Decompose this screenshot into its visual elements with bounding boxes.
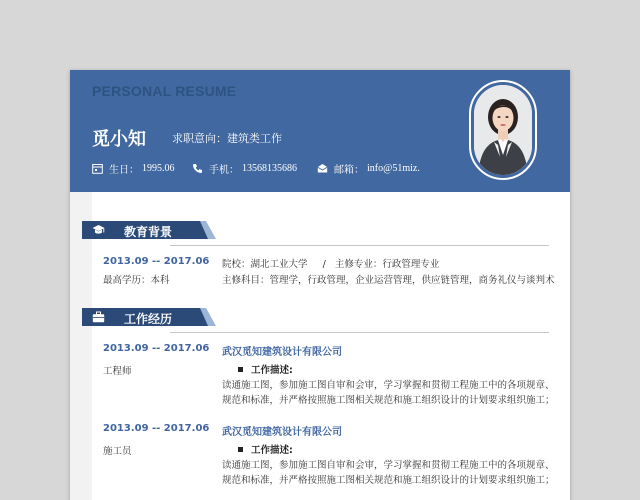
job-role: 施工员 — [103, 446, 132, 457]
birth-contact — [92, 161, 175, 176]
work-title: 工作经历 — [124, 312, 173, 326]
job-desc-title: 工作描述: — [238, 442, 293, 456]
graduation-cap-icon — [92, 224, 105, 236]
resume-header — [70, 70, 570, 192]
work-rule — [170, 332, 549, 333]
email-contact — [317, 161, 420, 176]
job-desc-line: 规范和标准，并严格按照施工图相关规范和施工组织设计的计划要求组织施工； — [222, 475, 555, 486]
education-courses: 主修科目：管理学，行政管理，企业运营管理，供应链管理，商务礼仪与谈判术 — [222, 275, 555, 286]
job-date: 2013.09 -- 2017.06 — [103, 423, 210, 434]
portrait-image — [474, 85, 532, 175]
birth-value: 1995.06 — [142, 163, 175, 174]
candidate-name: 觅小知 — [92, 129, 146, 150]
calendar-icon — [92, 163, 103, 174]
education-rule — [170, 245, 549, 246]
education-section-title — [82, 221, 217, 239]
education-date: 2013.09 -- 2017.06 — [103, 256, 210, 267]
education-degree: 最高学历：本科 — [103, 275, 170, 286]
job-company: 武汉觅知建筑设计有限公司 — [222, 347, 342, 358]
job-role: 工程师 — [103, 366, 132, 377]
job-intent: 求职意向：建筑类工作 — [172, 132, 282, 145]
mail-icon — [317, 163, 328, 174]
job-desc-title: 工作描述: — [238, 362, 293, 376]
phone-icon — [192, 163, 203, 174]
education-title: 教育背景 — [124, 225, 173, 239]
avatar — [474, 85, 532, 175]
job-desc-line: 规范和标准，并严格按照施工图相关规范和施工组织设计的计划要求组织施工； — [222, 395, 555, 406]
briefcase-icon — [92, 311, 105, 323]
education-school: 院校：湖北工业大学 / 主修专业：行政管理专业 — [222, 259, 440, 270]
job-company: 武汉觅知建筑设计有限公司 — [222, 427, 342, 438]
personal-resume-tag: PERSONAL RESUME — [92, 83, 237, 99]
phone-label: 手机： — [209, 165, 239, 176]
work-section-title — [82, 308, 217, 326]
job-date: 2013.09 -- 2017.06 — [103, 343, 210, 354]
phone-value: 13568135686 — [242, 163, 297, 174]
job-desc-line: 读通施工图，参加施工图自审和会审，学习掌握和贯彻工程施工中的各项规章、 — [222, 380, 555, 391]
resume-page — [70, 70, 570, 500]
email-label: 邮箱： — [334, 165, 364, 176]
birth-label: 生日： — [109, 165, 139, 176]
avatar-frame — [469, 80, 537, 180]
email-value: info@51miz. — [367, 163, 420, 174]
phone-contact — [192, 161, 297, 176]
job-desc-line: 读通施工图，参加施工图自审和会审，学习掌握和贯彻工程施工中的各项规章、 — [222, 460, 555, 471]
